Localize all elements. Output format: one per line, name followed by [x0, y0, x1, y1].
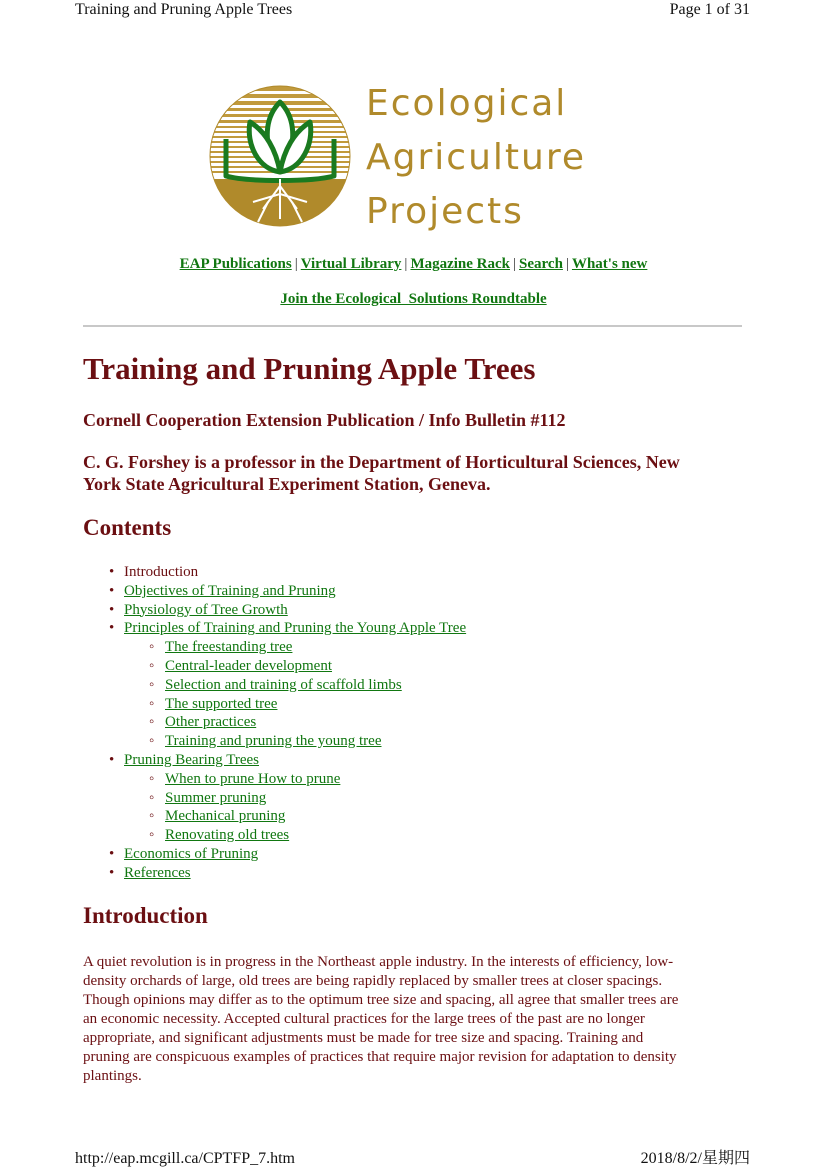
toc-item [83, 751, 743, 770]
publication-line: Cornell Cooperation Extension Publication / Info Bulletin #112 [83, 410, 566, 430]
nav-link-whats-new[interactable]: What's new [571, 256, 648, 272]
paragraph-line: A quiet revolution is in progress in the Northeast apple industry. In the interests of efficiency, low- [83, 954, 674, 970]
print-header-title: Training and Pruning Apple Trees [75, 1, 293, 18]
toc-subitem [83, 770, 743, 789]
toc-link-other-practices[interactable]: Other practices [165, 714, 257, 731]
toc-link-bearing-trees[interactable]: Pruning Bearing Trees [124, 751, 259, 768]
paragraph-line: an economic necessity. Accepted cultural practices for the large trees of the past are no longer [83, 1011, 645, 1027]
eap-logo[interactable] [208, 84, 628, 234]
toc-subitem [83, 807, 743, 826]
leaf-emblem-icon [208, 84, 353, 229]
toc-link-objectives[interactable]: Objectives of Training and Pruning [124, 582, 336, 599]
toc-subitem [83, 789, 743, 808]
nav-link-search[interactable]: Search [519, 256, 563, 272]
toc-item [83, 582, 743, 601]
nav-separator: | [294, 256, 298, 272]
toc-link-mechanical-pruning[interactable]: Mechanical pruning [165, 808, 286, 825]
toc-item [83, 845, 743, 864]
nav-separator: | [513, 256, 517, 272]
toc-subitem [83, 826, 743, 845]
toc-link-summer-pruning[interactable]: Summer pruning [165, 789, 267, 806]
introduction-heading: Introduction [83, 903, 208, 928]
nav-link-magazine-rack[interactable]: Magazine Rack [410, 256, 511, 272]
author-line-1: C. G. Forshey is a professor in the Department of Horticultural Sciences, New [83, 452, 680, 472]
toc-link-references[interactable]: References [124, 864, 191, 881]
toc-item [83, 601, 743, 620]
toc-subitem [83, 676, 743, 695]
toc-link-renovating-old-trees[interactable]: Renovating old trees [165, 827, 290, 844]
nav-link-virtual-library[interactable]: Virtual Library [300, 256, 402, 272]
paragraph-line: Though opinions may differ as to the optimum tree size and spacing, all agree that smaller trees are [83, 992, 679, 1008]
toc-link-freestanding-tree[interactable]: The freestanding tree [165, 639, 293, 656]
introduction-paragraph [83, 953, 733, 1086]
toc-link-young-tree[interactable]: Training and pruning the young tree [165, 733, 382, 750]
toc-subitem [83, 732, 743, 751]
roundtable-link[interactable]: Join the Ecological Solutions Roundtable [280, 291, 547, 307]
toc-link-when-how-to-prune[interactable]: When to prune How to prune [165, 770, 341, 787]
site-navigation [0, 256, 827, 273]
paragraph-line: plantings. [83, 1068, 142, 1084]
logo-text-projects: Projects [366, 191, 524, 232]
toc-subitem [83, 695, 743, 714]
table-of-contents [83, 563, 743, 883]
author-line-2: York State Agricultural Experiment Station, Geneva. [83, 474, 491, 494]
print-footer-url: http://eap.mcgill.ca/CPTFP_7.htm [75, 1150, 295, 1167]
toc-subitem [83, 657, 743, 676]
toc-item [83, 619, 743, 638]
logo-text-ecological: Ecological [366, 83, 568, 124]
toc-link-principles[interactable]: Principles of Training and Pruning the Young Apple Tree [124, 620, 467, 637]
nav-separator: | [404, 256, 408, 272]
toc-link-scaffold-limbs[interactable]: Selection and training of scaffold limbs [165, 676, 402, 693]
nav-link-eap-publications[interactable]: EAP Publications [179, 256, 292, 272]
toc-link-physiology[interactable]: Physiology of Tree Growth [124, 601, 288, 618]
paragraph-line: pruning are conspicuous examples of practices that require major revision for adaptation to density [83, 1049, 677, 1065]
nav-separator: | [565, 256, 569, 272]
toc-item-introduction: • Introduction [83, 563, 743, 582]
toc-subitem [83, 638, 743, 657]
toc-subitem [83, 713, 743, 732]
toc-link-economics[interactable]: Economics of Pruning [124, 845, 259, 862]
roundtable-row [0, 291, 827, 308]
print-footer-date: 2018/8/2/星期四 [640, 1150, 750, 1167]
toc-item [83, 864, 743, 883]
horizontal-divider [83, 325, 742, 327]
toc-link-supported-tree[interactable]: The supported tree [165, 695, 278, 712]
page-title: Training and Pruning Apple Trees [83, 351, 536, 386]
contents-heading: Contents [83, 515, 172, 540]
print-header-page-number: Page 1 of 31 [669, 1, 750, 18]
paragraph-line: density orchards of large, old trees are being rapidly replaced by smaller trees at closer spacings. [83, 973, 663, 989]
paragraph-line: appropriate, and significant adjustments must be made for tree size and spacing. Training and [83, 1030, 644, 1046]
toc-link-central-leader[interactable]: Central-leader development [165, 657, 333, 674]
logo-text-agriculture: Agriculture [366, 137, 586, 178]
